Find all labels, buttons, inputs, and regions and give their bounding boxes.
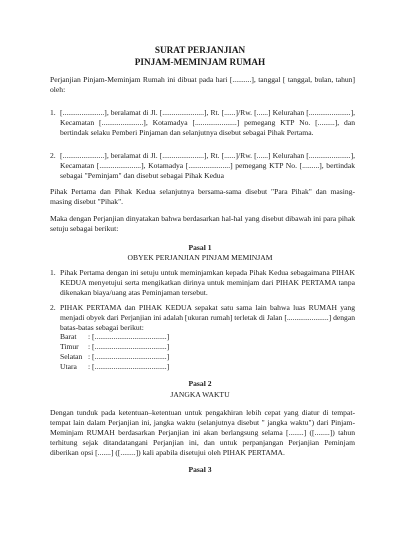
party-number: 1. xyxy=(50,108,56,117)
item-text: PIHAK PERTAMA dan PIHAK KEDUA sepakat satu sama lain bahwa luas RUMAH yang menjadi obyek dari Perjanjian ini adalah [ukuran rumah] terletak di Jalan [......................] dengan batas-batas sebagai berikut: xyxy=(60,303,355,332)
party-text: [......................], beralamat di Jl. [......................], Rt. [......]/Rw. [......] Kelurahan [......................], Kecamatan [......................], Kotamadya [......................] pemegang KTP No. [.........], bertindak sebagai "Peminjam" dan disebut sebagai Pihak Kedua xyxy=(60,151,355,180)
border-label: Utara xyxy=(60,362,77,371)
party-number: 2. xyxy=(50,151,56,160)
item-number: 1. xyxy=(50,268,56,277)
item-text: Pihak Pertama dengan ini setuju untuk meminjamkan kepada Pihak Kedua sebagaimana PIHAK KEDUA menyetujui serta mengikatkan dirinya untuk meminjam dari PIHAK PERTAMA tanpa dikenakan biaya/uang atas Peminjaman tersebut. xyxy=(60,268,355,297)
border-value: : [......................................] xyxy=(88,332,170,341)
border-row-north xyxy=(60,362,320,372)
pasal-3-label: Pasal 3 xyxy=(188,465,212,474)
border-label: Barat xyxy=(60,332,77,341)
document-subtitle: PINJAM-MEMINJAM RUMAH xyxy=(134,57,266,67)
border-row-west xyxy=(60,332,320,342)
pasal-2-paragraph: Dengan tunduk pada ketentuan–ketentuan untuk pengakhiran lebih cepat yang diatur di tempat-tempat lain dalam Perjanjian ini, jangka waktu (selanjutnya disebut " jangka waktu") dari Pinjam-Meminjam RUMAH berdasarkan Perjanjian ini akan berlangsung selama [........] ([........]) tahun terhitung sejak ditandatangani Perjanjian ini, dan untuk perpanjangan Perjanjian Peminjam diberikan opsi [.......] ([........]) kali apabila disetujui oleh PIHAK PERTAMA. xyxy=(50,408,355,457)
pasal-1-heading: OBYEK PERJANJIAN PINJAM MEMINJAM xyxy=(127,253,273,262)
border-value: : [......................................] xyxy=(88,362,170,371)
border-value: : [......................................] xyxy=(88,342,170,351)
border-value: : [......................................] xyxy=(88,352,170,361)
item-number: 2. xyxy=(50,303,56,312)
border-row-south xyxy=(60,352,320,362)
parties-paragraph: Pihak Pertama dan Pihak Kedua selanjutnya bersama-sama disebut "Para Pihak" dan masing-masing disebut "Pihak". xyxy=(50,187,355,206)
pasal-1-label: Pasal 1 xyxy=(188,243,212,252)
party-text: [......................], beralamat di Jl. [......................], Rt. [......]/Rw. [......] Kelurahan [......................], Kecamatan [......................], Kotamadya [......................] pemegang KTP No. [.........], dan bertindak selaku Pemberi Pinjaman dan selanjutnya disebut sebagai Pihak Pertama. xyxy=(60,108,355,137)
pasal-2-heading: JANGKA WAKTU xyxy=(170,390,230,399)
intro-paragraph: Perjanjian Pinjam-Meminjam Rumah ini dibuat pada hari [..........], tanggal [ tanggal, bulan, tahun] oleh: xyxy=(50,75,355,94)
border-label: Selatan xyxy=(60,352,83,361)
pasal-2-label: Pasal 2 xyxy=(188,379,212,388)
border-row-east xyxy=(60,342,320,352)
agreement-paragraph: Maka dengan Perjanjian dinyatakan bahwa berdasarkan hal-hal yang disebut dibawah ini para pihak setuju sebagai berikut: xyxy=(50,214,355,233)
border-label: Timur xyxy=(60,342,79,351)
document-title: SURAT PERJANJIAN xyxy=(154,45,246,55)
